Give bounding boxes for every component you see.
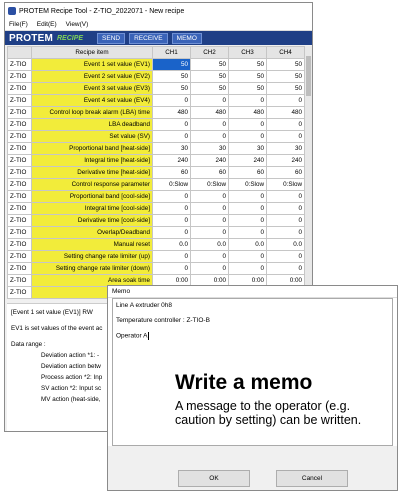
value-cell-ch4[interactable]: 60 xyxy=(267,167,305,179)
value-cell-ch3[interactable]: 60 xyxy=(229,167,267,179)
device-cell: Z-TIO xyxy=(8,83,32,95)
table-row[interactable] xyxy=(8,203,305,215)
recipe-item-cell: Event 2 set value (EV2) xyxy=(32,71,153,83)
recipe-item-cell: LBA deadband xyxy=(32,119,153,131)
value-cell-ch2[interactable]: 0 xyxy=(191,203,229,215)
recipe-item-cell: Integral time [heat-side] xyxy=(32,155,153,167)
value-cell-ch3[interactable]: 0 xyxy=(229,251,267,263)
receive-button[interactable]: RECEIVE xyxy=(129,33,168,44)
recipe-item-cell: Proportional band [cool-side] xyxy=(32,191,153,203)
value-cell-ch3[interactable]: 0 xyxy=(229,131,267,143)
toolbar xyxy=(5,31,312,45)
table-row[interactable] xyxy=(8,155,305,167)
value-cell-ch2[interactable]: 50 xyxy=(191,71,229,83)
value-cell-ch3[interactable]: 480 xyxy=(229,107,267,119)
ok-button[interactable]: OK xyxy=(178,470,250,487)
table-row[interactable] xyxy=(8,179,305,191)
recipe-item-cell: Event 1 set value (EV1) xyxy=(32,59,153,71)
table-row[interactable] xyxy=(8,191,305,203)
value-cell-ch3[interactable]: 0 xyxy=(229,119,267,131)
value-cell-ch3[interactable]: 50 xyxy=(229,83,267,95)
device-cell: Z-TIO xyxy=(8,191,32,203)
desc-range-item: SV action *2: Input sc xyxy=(41,385,102,392)
callout-text: A message to the operator (e.g. caution by setting) can be written. xyxy=(175,399,362,427)
value-cell-ch2[interactable]: 0 xyxy=(191,95,229,107)
table-row[interactable] xyxy=(8,251,305,263)
recipe-item-cell: Event 4 set value (EV4) xyxy=(32,95,153,107)
recipe-item-cell: Derivative time [cool-side] xyxy=(32,215,153,227)
title-bar xyxy=(5,3,312,19)
recipe-tag: RECIPE xyxy=(56,34,84,42)
recipe-grid xyxy=(7,46,304,299)
value-cell-ch1[interactable]: 0:Slow xyxy=(153,179,191,191)
value-cell-ch3[interactable]: 0 xyxy=(229,227,267,239)
value-cell-ch3[interactable]: 30 xyxy=(229,143,267,155)
table-row[interactable] xyxy=(8,119,305,131)
scroll-thumb[interactable] xyxy=(306,56,311,96)
device-cell: Z-TIO xyxy=(8,107,32,119)
desc-line: EV1 is set values of the event ac xyxy=(11,325,103,332)
value-cell-ch1[interactable]: 240 xyxy=(153,155,191,167)
value-cell-ch3[interactable]: 0.0 xyxy=(229,239,267,251)
device-cell: Z-TIO xyxy=(8,167,32,179)
recipe-item-cell: Area soak time xyxy=(32,275,153,287)
device-cell: Z-TIO xyxy=(8,71,32,83)
value-cell-ch1[interactable]: 0 xyxy=(153,227,191,239)
value-cell-ch1[interactable]: 0 xyxy=(153,131,191,143)
device-cell: Z-TIO xyxy=(8,275,32,287)
value-cell-ch1[interactable]: 60 xyxy=(153,167,191,179)
memo-textarea[interactable] xyxy=(112,298,393,446)
menu-view[interactable]: View(V) xyxy=(65,21,89,28)
value-cell-ch4[interactable]: 240 xyxy=(267,155,305,167)
window-title: PROTEM Recipe Tool - Z-TIO_2022071 - New recipe xyxy=(19,7,185,15)
value-cell-ch4[interactable]: 0 xyxy=(267,227,305,239)
device-cell: Z-TIO xyxy=(8,95,32,107)
table-row[interactable] xyxy=(8,215,305,227)
memo-title: Memo xyxy=(108,286,397,298)
col-header-device xyxy=(8,47,32,59)
col-header-ch1: CH1 xyxy=(153,47,191,59)
memo-dialog xyxy=(107,285,398,491)
value-cell-ch3[interactable]: 50 xyxy=(229,71,267,83)
device-cell: Z-TIO xyxy=(8,287,32,299)
recipe-item-cell: Setting change rate limiter (down) xyxy=(32,263,153,275)
memo-button[interactable]: MEMO xyxy=(172,33,202,44)
col-header-ch2: CH2 xyxy=(191,47,229,59)
table-row[interactable] xyxy=(8,263,305,275)
cancel-button[interactable]: Cancel xyxy=(276,470,348,487)
value-cell-ch4[interactable]: 0:Slow xyxy=(267,179,305,191)
value-cell-ch1[interactable]: 0 xyxy=(153,191,191,203)
menu-file[interactable]: File(F) xyxy=(9,21,28,28)
device-cell: Z-TIO xyxy=(8,143,32,155)
table-row[interactable] xyxy=(8,227,305,239)
desc-range-label: Data range : xyxy=(11,341,46,348)
device-cell: Z-TIO xyxy=(8,215,32,227)
value-cell-ch4[interactable]: 50 xyxy=(267,71,305,83)
value-cell-ch3[interactable]: 0 xyxy=(229,263,267,275)
value-cell-ch4[interactable]: 0 xyxy=(267,263,305,275)
device-cell: Z-TIO xyxy=(8,239,32,251)
value-cell-ch1[interactable]: 0 xyxy=(153,215,191,227)
value-cell-ch2[interactable]: 50 xyxy=(191,83,229,95)
col-header-ch4: CH4 xyxy=(267,47,305,59)
device-cell: Z-TIO xyxy=(8,59,32,71)
recipe-item-cell: Control loop break alarm (LBA) time xyxy=(32,107,153,119)
table-row[interactable] xyxy=(8,95,305,107)
value-cell-ch2[interactable]: 0:00 xyxy=(191,275,229,287)
table-row[interactable] xyxy=(8,239,305,251)
desc-range-item: MV action (heat-side, xyxy=(41,396,101,403)
value-cell-ch3[interactable]: 0 xyxy=(229,191,267,203)
recipe-item-cell: Derivative time [heat-side] xyxy=(32,167,153,179)
device-cell: Z-TIO xyxy=(8,155,32,167)
col-header-item: Recipe item xyxy=(32,47,153,59)
grid-scrollbar[interactable] xyxy=(305,46,312,296)
menu-edit[interactable]: Edit(E) xyxy=(36,21,57,28)
device-cell: Z-TIO xyxy=(8,119,32,131)
memo-footer xyxy=(108,446,397,490)
value-cell-ch2[interactable]: 0 xyxy=(191,131,229,143)
value-cell-ch2[interactable]: 0 xyxy=(191,251,229,263)
value-cell-ch4[interactable]: 50 xyxy=(267,59,305,71)
value-cell-ch2[interactable]: 0.0 xyxy=(191,239,229,251)
value-cell-ch4[interactable]: 0 xyxy=(267,95,305,107)
value-cell-ch2[interactable]: 50 xyxy=(191,59,229,71)
table-row[interactable] xyxy=(8,59,305,71)
col-header-ch3: CH3 xyxy=(229,47,267,59)
text-caret xyxy=(148,332,149,340)
value-cell-ch4[interactable]: 50 xyxy=(267,83,305,95)
value-cell-ch4[interactable]: 0:00 xyxy=(267,275,305,287)
value-cell-ch3[interactable]: 0:00 xyxy=(229,275,267,287)
value-cell-ch1[interactable]: 0 xyxy=(153,203,191,215)
value-cell-ch2[interactable]: 30 xyxy=(191,143,229,155)
device-cell: Z-TIO xyxy=(8,251,32,263)
value-cell-ch2[interactable]: 0 xyxy=(191,215,229,227)
value-cell-ch2[interactable]: 0 xyxy=(191,119,229,131)
menu-bar xyxy=(5,19,312,31)
grid-header-row xyxy=(8,47,305,59)
value-cell-ch4[interactable]: 0.0 xyxy=(267,239,305,251)
value-cell-ch1[interactable]: 480 xyxy=(153,107,191,119)
value-cell-ch4[interactable]: 0 xyxy=(267,131,305,143)
recipe-item-cell: Manual reset xyxy=(32,239,153,251)
device-cell: Z-TIO xyxy=(8,179,32,191)
desc-header: [Event 1 set value (EV1)] RW xyxy=(11,309,93,316)
value-cell-ch3[interactable]: 240 xyxy=(229,155,267,167)
value-cell-ch4[interactable]: 0 xyxy=(267,215,305,227)
recipe-item-cell: Overlap/Deadband xyxy=(32,227,153,239)
value-cell-ch2[interactable]: 0 xyxy=(191,263,229,275)
value-cell-ch2[interactable]: 60 xyxy=(191,167,229,179)
desc-range-item: Deviation action betw xyxy=(41,363,101,370)
recipe-item-cell: Event 3 set value (EV3) xyxy=(32,83,153,95)
value-cell-ch1[interactable]: 0 xyxy=(153,119,191,131)
value-cell-ch4[interactable]: 480 xyxy=(267,107,305,119)
value-cell-ch3[interactable]: 0 xyxy=(229,215,267,227)
value-cell-ch1[interactable]: 50 xyxy=(153,59,191,71)
value-cell-ch1[interactable]: 0.0 xyxy=(153,239,191,251)
value-cell-ch2[interactable]: 0 xyxy=(191,191,229,203)
value-cell-ch4[interactable]: 0 xyxy=(267,191,305,203)
value-cell-ch1[interactable]: 50 xyxy=(153,71,191,83)
memo-line: Line A extruder 0h8 xyxy=(116,302,173,309)
value-cell-ch2[interactable]: 0:Slow xyxy=(191,179,229,191)
value-cell-ch3[interactable]: 0 xyxy=(229,203,267,215)
recipe-item-cell: Proportional band [heat-side] xyxy=(32,143,153,155)
value-cell-ch4[interactable]: 0 xyxy=(267,203,305,215)
device-cell: Z-TIO xyxy=(8,131,32,143)
table-row[interactable] xyxy=(8,83,305,95)
value-cell-ch1[interactable]: 0 xyxy=(153,263,191,275)
memo-line: Operator A xyxy=(116,332,148,340)
value-cell-ch2[interactable]: 480 xyxy=(191,107,229,119)
app-icon xyxy=(8,7,16,15)
recipe-item-cell: Set value (SV) xyxy=(32,131,153,143)
callout-title: Write a memo xyxy=(175,371,313,394)
memo-line: Temperature controller : Z-TIO-B xyxy=(116,317,210,324)
value-cell-ch3[interactable]: 0 xyxy=(229,95,267,107)
value-cell-ch1[interactable]: 30 xyxy=(153,143,191,155)
value-cell-ch4[interactable]: 0 xyxy=(267,251,305,263)
value-cell-ch1[interactable]: 0 xyxy=(153,95,191,107)
value-cell-ch3[interactable]: 50 xyxy=(229,59,267,71)
table-row[interactable] xyxy=(8,131,305,143)
table-row[interactable] xyxy=(8,107,305,119)
protem-logo: PROTEM xyxy=(9,32,53,44)
value-cell-ch1[interactable]: 0:00 xyxy=(153,275,191,287)
send-button[interactable]: SEND xyxy=(97,33,125,44)
device-cell: Z-TIO xyxy=(8,203,32,215)
table-row[interactable] xyxy=(8,143,305,155)
table-row[interactable] xyxy=(8,71,305,83)
value-cell-ch1[interactable]: 50 xyxy=(153,83,191,95)
desc-range-item: Process action *2: Inp xyxy=(41,374,103,381)
recipe-item-cell: Setting change rate limiter (up) xyxy=(32,251,153,263)
value-cell-ch2[interactable]: 240 xyxy=(191,155,229,167)
recipe-item-cell: Control response parameter xyxy=(32,179,153,191)
value-cell-ch1[interactable]: 0 xyxy=(153,251,191,263)
device-cell: Z-TIO xyxy=(8,227,32,239)
value-cell-ch3[interactable]: 0:Slow xyxy=(229,179,267,191)
value-cell-ch4[interactable]: 30 xyxy=(267,143,305,155)
value-cell-ch4[interactable]: 0 xyxy=(267,119,305,131)
value-cell-ch2[interactable]: 0 xyxy=(191,227,229,239)
memo-callout xyxy=(175,371,385,427)
recipe-item-cell: Integral time [cool-side] xyxy=(32,203,153,215)
desc-range-item: Deviation action *1: - xyxy=(41,352,100,359)
table-row[interactable] xyxy=(8,167,305,179)
device-cell: Z-TIO xyxy=(8,263,32,275)
